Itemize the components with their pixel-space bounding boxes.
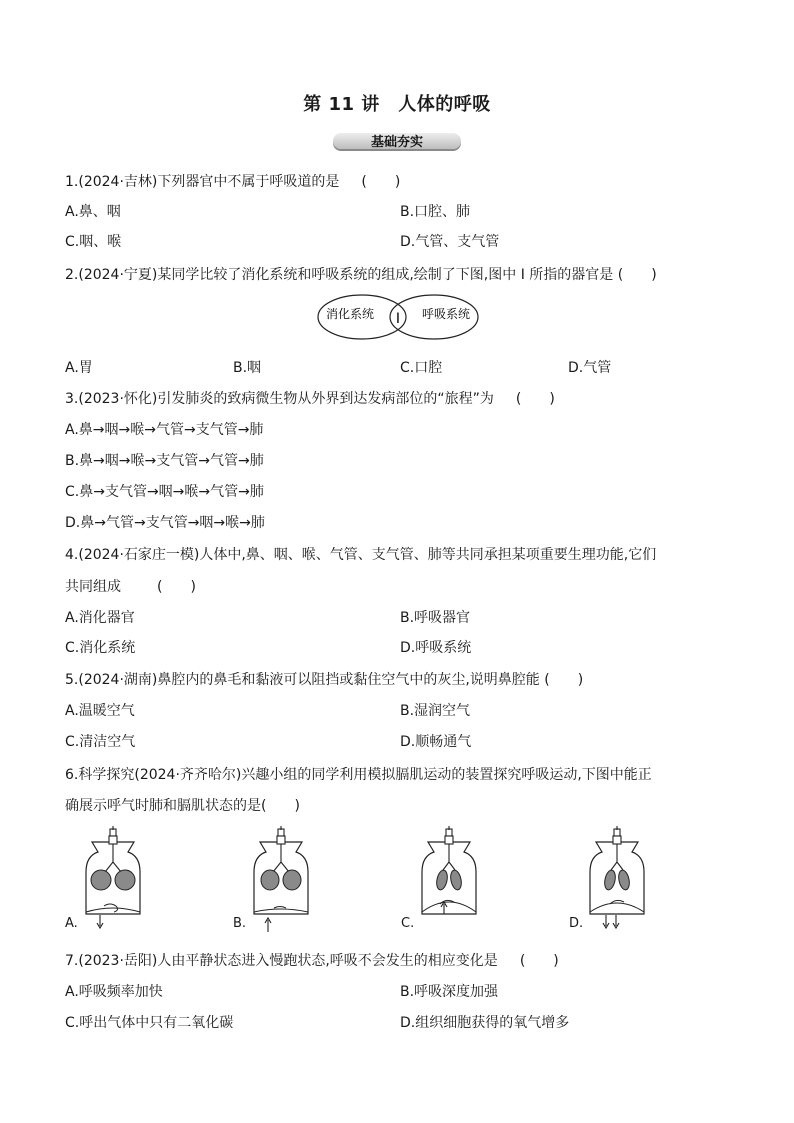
q3-stem-text: 3.(2023·怀化)引发肺炎的致病微生物从外界到达发病部位的“旅程”为 <box>65 391 494 407</box>
q4-option-a: A.消化器官 <box>65 610 135 626</box>
q7-option-c: C.呼出气体中只有二氧化碳 <box>65 1015 234 1031</box>
q7-option-d: D.组织细胞获得的氧气增多 <box>400 1015 570 1031</box>
bell-jar-figure-a <box>78 826 148 934</box>
q4-option-b: B.呼吸器官 <box>400 610 471 626</box>
q5-stem: 5.(2024·湖南)鼻腔内的鼻毛和黏液可以阻挡或黏住空气中的灰尘,说明鼻腔能 ( ) <box>65 672 584 688</box>
venn-diagram <box>312 292 484 344</box>
q2-stem: 2.(2024·宁夏)某同学比较了消化系统和呼吸系统的组成,绘制了下图,图中 Ⅰ 所指的器官是 ( ) <box>65 267 657 283</box>
q3-option-a: A.鼻→咽→喉→气管→支气管→肺 <box>65 422 264 438</box>
q7-option-b: B.呼吸深度加强 <box>400 984 499 1000</box>
q4-stem-line2 <box>65 576 196 596</box>
q1-option-d: D.气管、支气管 <box>400 234 500 250</box>
bell-jar-figure-b <box>246 826 316 934</box>
q4-stem-line2-text: 共同组成 <box>65 579 121 595</box>
q2-option-a: A.胃 <box>65 360 93 376</box>
q3-answer-paren: ( ) <box>515 391 555 407</box>
q5-option-d: D.顺畅通气 <box>400 734 472 750</box>
figure-label-c: C. <box>401 916 415 931</box>
q1-stem <box>65 171 400 191</box>
q3-option-b: B.鼻→咽→喉→支气管→气管→肺 <box>65 453 264 469</box>
q7-answer-paren: ( ) <box>519 953 559 969</box>
figure-label-a: A. <box>65 916 78 931</box>
q1-option-a: A.鼻、咽 <box>65 204 121 220</box>
q2-option-b: B.咽 <box>233 360 262 376</box>
q3-stem <box>65 388 555 408</box>
q6-stem-line2: 确展示呼气时肺和膈肌状态的是( ) <box>65 798 300 814</box>
bell-jar-figure-d <box>582 826 652 934</box>
section-banner <box>333 129 461 151</box>
q7-stem <box>65 950 559 970</box>
q5-option-a: A.温暖空气 <box>65 703 135 719</box>
q3-option-d: D.鼻→气管→支气管→咽→喉→肺 <box>65 515 265 531</box>
venn-right-label: 呼吸系统 <box>421 307 471 321</box>
q4-option-d: D.呼吸系统 <box>400 640 472 656</box>
q6-stem-line1: 6.科学探究(2024·齐齐哈尔)兴趣小组的同学利用模拟膈肌运动的装置探究呼吸运动,下图中能正 <box>65 767 652 783</box>
section-label: 基础夯实 <box>370 135 423 150</box>
q2-option-c: C.口腔 <box>400 360 443 376</box>
q7-stem-text: 7.(2023·岳阳)人由平静状态进入慢跑状态,呼吸不会发生的相应变化是 <box>65 953 498 969</box>
page-title: 第 11 讲 人体的呼吸 <box>303 94 491 115</box>
q7-option-a: A.呼吸频率加快 <box>65 984 163 1000</box>
q4-stem-line1: 4.(2024·石家庄一模)人体中,鼻、咽、喉、气管、支气管、肺等共同承担某项重要生理功能,它们 <box>65 547 657 563</box>
q5-option-c: C.清洁空气 <box>65 734 136 750</box>
q4-answer-paren: ( ) <box>157 579 196 595</box>
q1-stem-text: 1.(2024·吉林)下列器官中不属于呼吸道的是 <box>65 174 340 190</box>
figure-label-d: D. <box>569 916 584 931</box>
q3-option-c: C.鼻→支气管→咽→喉→气管→肺 <box>65 484 264 500</box>
q4-option-c: C.消化系统 <box>65 640 136 656</box>
venn-left-label: 消化系统 <box>325 307 375 321</box>
q5-option-b: B.湿润空气 <box>400 703 471 719</box>
venn-center-label: Ⅰ <box>395 311 401 327</box>
figure-label-b: B. <box>233 916 247 931</box>
q1-option-b: B.口腔、肺 <box>400 204 471 220</box>
bell-jar-figure-c <box>414 826 484 934</box>
q2-option-d: D.气管 <box>568 360 612 376</box>
q1-answer-paren: ( ) <box>361 174 401 190</box>
q1-option-c: C.咽、喉 <box>65 234 122 250</box>
